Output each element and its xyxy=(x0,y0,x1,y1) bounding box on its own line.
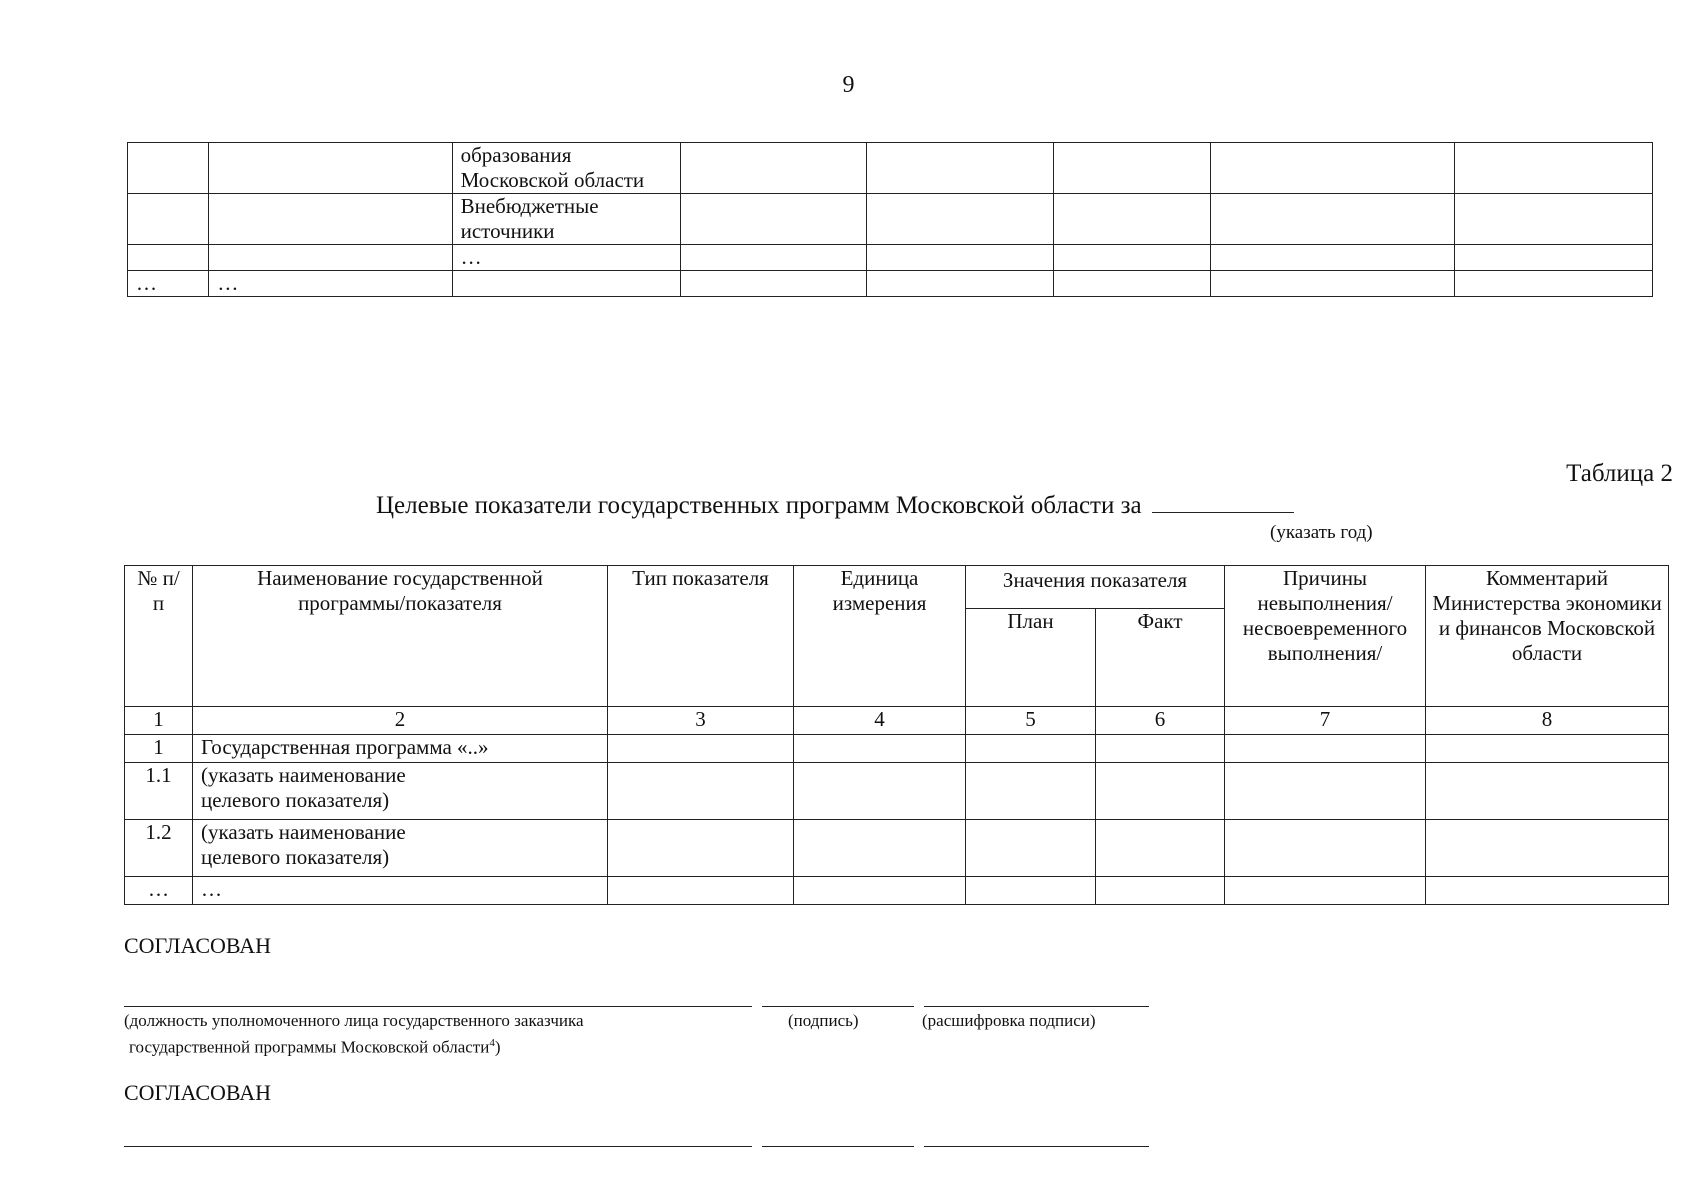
header-name: Наименование государственной программы/показателя xyxy=(193,566,608,707)
signature-line[interactable] xyxy=(762,1006,914,1007)
table-cell: Внебюджетные источники xyxy=(452,194,681,245)
table-cell xyxy=(1426,877,1669,905)
column-number: 6 xyxy=(1096,707,1225,735)
table-cell xyxy=(1053,143,1211,194)
table-cell xyxy=(1096,820,1225,877)
approval-label: СОГЛАСОВАН xyxy=(124,1080,271,1105)
funding-table-continuation xyxy=(127,142,1653,297)
table-cell xyxy=(1096,735,1225,763)
column-number-row xyxy=(125,707,1669,735)
position-caption: (должность уполномоченного лица государственного заказчика xyxy=(124,1011,584,1030)
position-caption-text: государственной программы Московской области xyxy=(129,1037,490,1057)
column-number: 2 xyxy=(193,707,608,735)
table-row xyxy=(125,763,1669,820)
table-row xyxy=(128,245,1653,271)
table-row xyxy=(125,877,1669,905)
table-cell xyxy=(1211,194,1454,245)
table-cell xyxy=(128,194,209,245)
table-label: Таблица 2 xyxy=(1566,460,1673,487)
row-num: 1 xyxy=(125,735,193,763)
table-cell xyxy=(608,820,794,877)
table-cell xyxy=(1096,877,1225,905)
header-unit: Единица измерения xyxy=(794,566,966,707)
table-cell xyxy=(608,735,794,763)
table-cell xyxy=(966,820,1096,877)
table-cell xyxy=(966,877,1096,905)
table-cell xyxy=(209,245,452,271)
table-row xyxy=(125,820,1669,877)
header-row xyxy=(125,566,1669,609)
table-cell xyxy=(209,143,452,194)
table-cell xyxy=(1454,143,1652,194)
approval-label: СОГЛАСОВАН xyxy=(124,933,271,958)
table-cell xyxy=(866,245,1053,271)
table-cell: … xyxy=(209,271,452,297)
table-cell xyxy=(794,735,966,763)
signature-line[interactable] xyxy=(762,1146,914,1147)
table-cell xyxy=(1211,271,1454,297)
table-cell xyxy=(608,877,794,905)
row-name: … xyxy=(193,877,608,905)
table-row xyxy=(125,735,1669,763)
position-line[interactable] xyxy=(124,1146,752,1147)
table-cell xyxy=(866,143,1053,194)
table-cell xyxy=(866,194,1053,245)
table-cell xyxy=(1225,820,1426,877)
row-name: Государственная программа «..» xyxy=(193,735,608,763)
table-cell xyxy=(681,194,867,245)
table-cell xyxy=(209,194,452,245)
table-cell xyxy=(794,877,966,905)
table-row xyxy=(128,143,1653,194)
table-cell xyxy=(966,735,1096,763)
table-cell xyxy=(1426,735,1669,763)
table-cell xyxy=(608,763,794,820)
position-caption-end: ) xyxy=(494,1037,501,1057)
row-num: … xyxy=(125,877,193,905)
row-name: (указать наименование целевого показателя) xyxy=(193,763,608,820)
page-number: 9 xyxy=(842,72,855,98)
table-cell xyxy=(794,763,966,820)
table-cell xyxy=(1211,245,1454,271)
table-cell xyxy=(681,271,867,297)
table-cell xyxy=(1096,763,1225,820)
table-cell xyxy=(1426,820,1669,877)
header-values-group: Значения показателя xyxy=(966,566,1225,609)
signature-decode-line[interactable] xyxy=(924,1146,1149,1147)
row-num: 1.2 xyxy=(125,820,193,877)
table-cell xyxy=(681,245,867,271)
table-cell xyxy=(681,143,867,194)
table-cell xyxy=(1053,271,1211,297)
table-cell xyxy=(1053,194,1211,245)
table-cell xyxy=(966,763,1096,820)
header-plan: План xyxy=(966,609,1096,707)
column-number: 3 xyxy=(608,707,794,735)
footnote-mark: 4 xyxy=(489,1037,495,1049)
table-title xyxy=(376,490,1294,520)
table-cell xyxy=(128,245,209,271)
table-cell: образования Московской области xyxy=(452,143,681,194)
table-cell xyxy=(1225,877,1426,905)
table-cell xyxy=(1454,245,1652,271)
signature-caption: (подпись) xyxy=(788,1011,859,1030)
column-number: 1 xyxy=(125,707,193,735)
table-cell xyxy=(794,820,966,877)
header-reasons: Причины невыполнения/ несвоевременного выполнения/ xyxy=(1225,566,1426,707)
table-cell: … xyxy=(452,245,681,271)
table-cell xyxy=(1225,735,1426,763)
table-row xyxy=(128,194,1653,245)
table-cell: … xyxy=(128,271,209,297)
table-cell xyxy=(1225,763,1426,820)
header-type: Тип показателя xyxy=(608,566,794,707)
table-cell xyxy=(1454,271,1652,297)
target-indicators-table xyxy=(124,565,1669,905)
column-number: 7 xyxy=(1225,707,1426,735)
header-comment: Комментарий Министерства экономики и финансов Московской области xyxy=(1426,566,1669,707)
table-cell xyxy=(866,271,1053,297)
table-cell xyxy=(1454,194,1652,245)
table-title-text: Целевые показатели государственных программ Московской области за xyxy=(376,492,1142,519)
table-cell xyxy=(1053,245,1211,271)
header-num: № п/п xyxy=(125,566,193,707)
decode-caption: (расшифровка подписи) xyxy=(922,1011,1096,1030)
table-cell xyxy=(1211,143,1454,194)
position-caption-line2 xyxy=(129,1033,500,1058)
signature-decode-line[interactable] xyxy=(924,1006,1149,1007)
table-cell xyxy=(1426,763,1669,820)
row-name: (указать наименование целевого показателя) xyxy=(193,820,608,877)
header-fact: Факт xyxy=(1096,609,1225,707)
position-line[interactable] xyxy=(124,1006,752,1007)
column-number: 5 xyxy=(966,707,1096,735)
table-cell xyxy=(128,143,209,194)
year-hint: (указать год) xyxy=(1270,522,1373,543)
column-number: 8 xyxy=(1426,707,1669,735)
table-row xyxy=(128,271,1653,297)
column-number: 4 xyxy=(794,707,966,735)
year-blank-field[interactable] xyxy=(1152,490,1294,513)
row-num: 1.1 xyxy=(125,763,193,820)
table-cell xyxy=(452,271,681,297)
